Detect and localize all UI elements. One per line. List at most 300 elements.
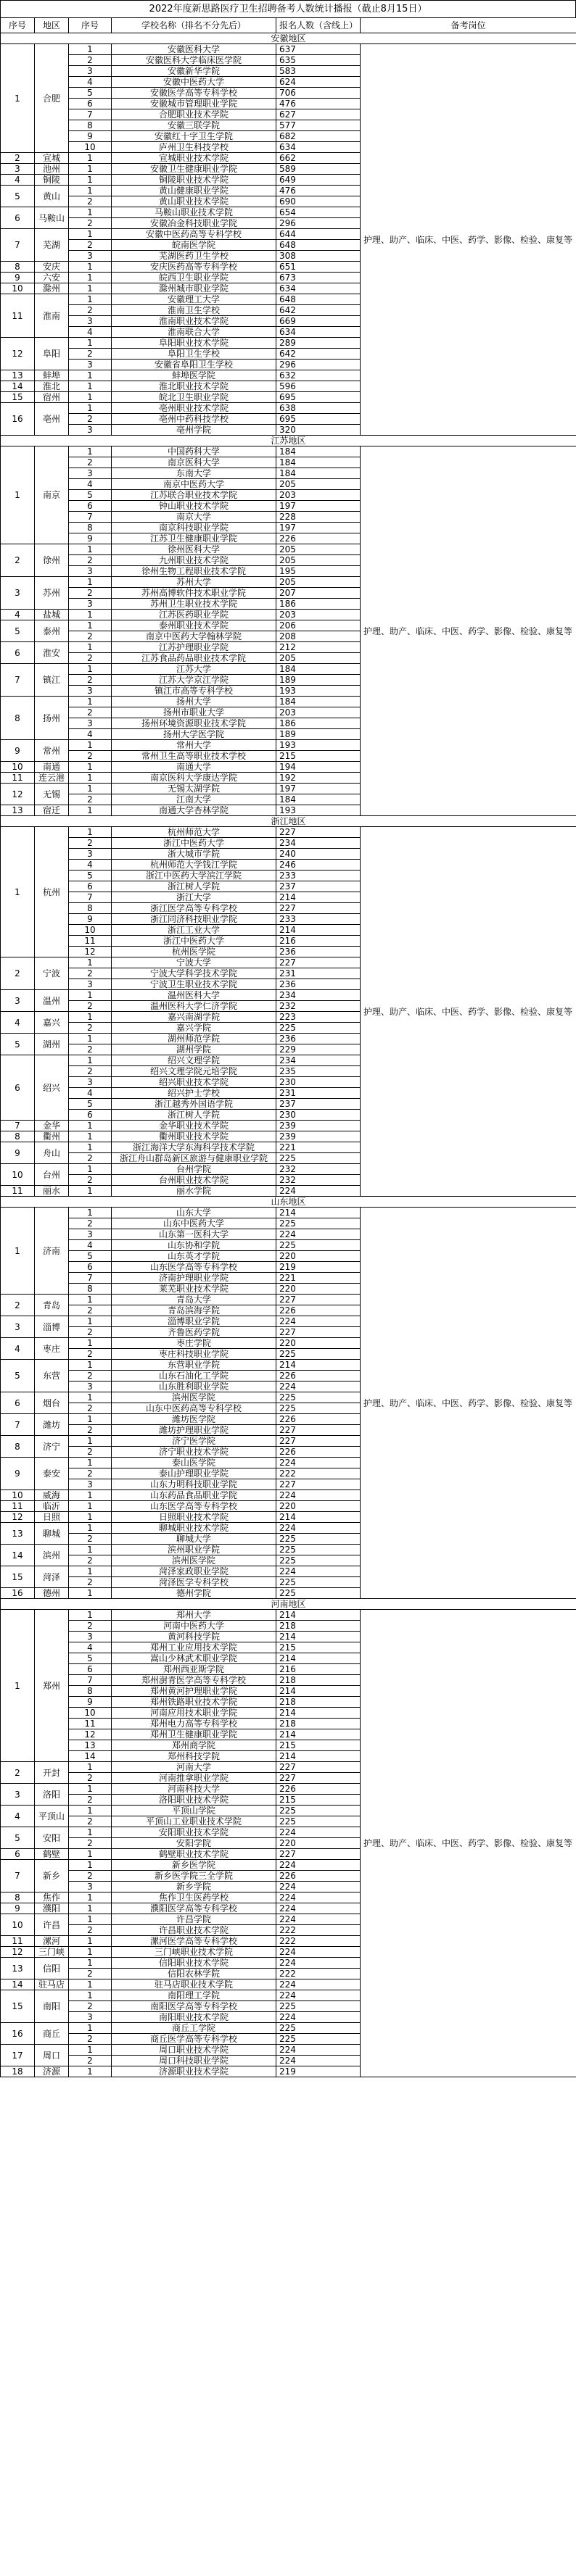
- registration-count: 673: [276, 273, 361, 283]
- school-name: 南京医科大学康达学院: [112, 773, 276, 784]
- school-index: 2: [69, 1621, 112, 1632]
- school-index: 1: [69, 1806, 112, 1816]
- school-index: 2: [69, 1044, 112, 1055]
- school-index: 6: [69, 501, 112, 512]
- school-name: 嘉兴学院: [112, 1023, 276, 1034]
- city-name: 杭州: [35, 827, 69, 957]
- school-index: 8: [69, 523, 112, 533]
- city-index: 6: [1, 642, 35, 664]
- school-index: 10: [69, 925, 112, 936]
- school-index: 1: [69, 1903, 112, 1914]
- registration-count: 184: [276, 794, 361, 805]
- registration-count: 220: [276, 1251, 361, 1262]
- city-index: 11: [1, 1936, 35, 1947]
- registration-count: 193: [276, 686, 361, 697]
- city-name: 焦作: [35, 1892, 69, 1903]
- school-name: 常州卫生高等职业技术学校: [112, 751, 276, 762]
- city-index: 10: [1, 762, 35, 773]
- registration-count: 233: [276, 914, 361, 925]
- region-name: 江苏地区: [1, 436, 576, 446]
- registration-count: 648: [276, 240, 361, 251]
- school-name: 淮南职业技术学院: [112, 316, 276, 327]
- registration-count: 644: [276, 229, 361, 240]
- city-name: 滨州: [35, 1545, 69, 1566]
- registration-count: 232: [276, 1175, 361, 1186]
- school-name: 聊城职业技术学院: [112, 1523, 276, 1534]
- school-name: 无锡太湖学院: [112, 784, 276, 794]
- city-index: 8: [1, 1436, 35, 1458]
- school-index: 2: [69, 1175, 112, 1186]
- school-index: 4: [69, 77, 112, 88]
- registration-count: 189: [276, 675, 361, 686]
- school-name: 宁波大学: [112, 957, 276, 968]
- school-index: 1: [69, 1490, 112, 1501]
- registration-count: 240: [276, 849, 361, 860]
- school-name: 潍坊医学院: [112, 1414, 276, 1425]
- school-index: 1: [69, 294, 112, 305]
- school-index: 1: [69, 1142, 112, 1153]
- registration-count: 215: [276, 1740, 361, 1751]
- region-header-row: [1, 436, 576, 446]
- school-name: 齐鲁医药学院: [112, 1327, 276, 1338]
- registration-count: 224: [276, 1523, 361, 1534]
- school-name: 郑州工业应用技术学院: [112, 1642, 276, 1653]
- city-name: 新乡: [35, 1860, 69, 1892]
- registration-count: 197: [276, 523, 361, 533]
- school-name: 江南大学: [112, 794, 276, 805]
- school-index: 1: [69, 1186, 112, 1197]
- school-name: 驻马店职业技术学院: [112, 1979, 276, 1990]
- city-name: 绍兴: [35, 1055, 69, 1121]
- registration-count: 216: [276, 1664, 361, 1675]
- registration-count: 235: [276, 1066, 361, 1077]
- registration-count: 218: [276, 1719, 361, 1729]
- registration-count: 193: [276, 740, 361, 751]
- school-name: 庐州卫生科技学校: [112, 142, 276, 153]
- school-name: 安徽新华学院: [112, 66, 276, 77]
- registration-count: 226: [276, 1447, 361, 1458]
- registration-count: 225: [276, 1349, 361, 1360]
- school-name: 鹤壁职业技术学院: [112, 1849, 276, 1860]
- school-name: 安徽医学高等专科学校: [112, 88, 276, 99]
- city-name: 平顶山: [35, 1806, 69, 1827]
- registration-count: 214: [276, 1686, 361, 1697]
- registration-count: 596: [276, 381, 361, 392]
- city-name: 泰安: [35, 1458, 69, 1490]
- registration-count: 589: [276, 164, 361, 175]
- registration-count: 320: [276, 425, 361, 436]
- table-row: [1, 1208, 576, 1218]
- registration-count: 224: [276, 1827, 361, 1838]
- school-name: 河南科技大学: [112, 1784, 276, 1795]
- school-name: 新乡学院: [112, 1882, 276, 1892]
- school-index: 8: [69, 903, 112, 914]
- school-index: 1: [69, 2023, 112, 2034]
- school-index: 1: [69, 1914, 112, 1925]
- registration-count: 205: [276, 544, 361, 555]
- school-name: 济宁职业技术学院: [112, 1447, 276, 1458]
- city-index: 14: [1, 1545, 35, 1566]
- school-index: 2: [69, 968, 112, 979]
- school-index: 5: [69, 871, 112, 881]
- school-index: 1: [69, 262, 112, 273]
- header-count: 报名人数（含线上）: [276, 18, 361, 33]
- registration-count: 203: [276, 707, 361, 718]
- school-name: 山东药品食品职业学院: [112, 1490, 276, 1501]
- registration-count: 227: [276, 957, 361, 968]
- school-index: 5: [69, 490, 112, 501]
- school-name: 温州医科大学: [112, 990, 276, 1001]
- school-index: 1: [69, 338, 112, 349]
- city-index: 9: [1, 740, 35, 762]
- school-index: 1: [69, 403, 112, 414]
- registration-count: 205: [276, 479, 361, 490]
- city-index: 1: [1, 1208, 35, 1295]
- school-index: 2: [69, 1969, 112, 1979]
- city-index: 13: [1, 805, 35, 816]
- city-name: 济宁: [35, 1436, 69, 1458]
- city-index: 5: [1, 1360, 35, 1392]
- school-name: 山东石油化工学院: [112, 1371, 276, 1382]
- registration-count: 236: [276, 1034, 361, 1044]
- city-index: 2: [1, 957, 35, 990]
- school-index: 7: [69, 1273, 112, 1284]
- registration-count: 214: [276, 1632, 361, 1642]
- school-name: 东营职业学院: [112, 1360, 276, 1371]
- school-name: 南阳医学高等专科学校: [112, 2001, 276, 2012]
- school-name: 浙江工业大学: [112, 925, 276, 936]
- school-name: 浙江中医药大学: [112, 936, 276, 947]
- registration-count: 214: [276, 1729, 361, 1740]
- registration-count: 214: [276, 925, 361, 936]
- school-name: 平顶山学院: [112, 1806, 276, 1816]
- city-name: 淮南: [35, 294, 69, 338]
- registration-count: 227: [276, 1425, 361, 1436]
- school-name: 安徽城市管理职业学院: [112, 99, 276, 109]
- school-index: 4: [69, 1240, 112, 1251]
- school-name: 湖州师范学院: [112, 1034, 276, 1044]
- registration-count: 225: [276, 1545, 361, 1555]
- school-index: 2: [69, 1871, 112, 1882]
- school-name: 浙江医学高等专科学校: [112, 903, 276, 914]
- registration-count: 214: [276, 1653, 361, 1664]
- registration-count: 226: [276, 1305, 361, 1316]
- school-index: 10: [69, 1708, 112, 1719]
- school-index: 7: [69, 1675, 112, 1686]
- city-name: 黄山: [35, 186, 69, 207]
- school-index: 1: [69, 186, 112, 196]
- school-index: 1: [69, 175, 112, 186]
- city-index: 13: [1, 370, 35, 381]
- registration-count: 227: [276, 1849, 361, 1860]
- school-index: 3: [69, 1077, 112, 1088]
- city-name: 合肥: [35, 44, 69, 153]
- school-name: 新乡医学院: [112, 1860, 276, 1871]
- registration-count: 197: [276, 501, 361, 512]
- registration-count: 224: [276, 1490, 361, 1501]
- city-index: 8: [1, 262, 35, 273]
- school-name: 青岛大学: [112, 1295, 276, 1305]
- city-index: 1: [1, 446, 35, 544]
- school-name: 皖南医学院: [112, 240, 276, 251]
- city-index: 4: [1, 1338, 35, 1360]
- city-index: 2: [1, 153, 35, 164]
- school-name: 芜湖医药卫生学校: [112, 251, 276, 262]
- city-index: 6: [1, 1392, 35, 1414]
- city-index: 16: [1, 403, 35, 436]
- school-index: 6: [69, 99, 112, 109]
- school-name: 枣庄科技职业学院: [112, 1349, 276, 1360]
- school-name: 江苏护理职业学院: [112, 642, 276, 653]
- city-name: 许昌: [35, 1914, 69, 1936]
- school-index: 2: [69, 675, 112, 686]
- school-index: 1: [69, 805, 112, 816]
- school-name: 浙江树人学院: [112, 881, 276, 892]
- city-name: 温州: [35, 990, 69, 1012]
- school-name: 浙江大学: [112, 892, 276, 903]
- city-index: 7: [1, 229, 35, 262]
- school-name: 安徽中医药高等专科学校: [112, 229, 276, 240]
- school-index: 1: [69, 1762, 112, 1773]
- city-name: 东营: [35, 1360, 69, 1392]
- school-name: 许昌学院: [112, 1914, 276, 1925]
- school-index: 4: [69, 860, 112, 871]
- registration-count: 224: [276, 1229, 361, 1240]
- table-row: [1, 1610, 576, 1621]
- registration-count: 649: [276, 175, 361, 186]
- registration-count: 234: [276, 1055, 361, 1066]
- school-index: 2: [69, 631, 112, 642]
- registration-count: 226: [276, 1371, 361, 1382]
- registration-count: 669: [276, 316, 361, 327]
- registration-count: 637: [276, 44, 361, 55]
- school-index: 1: [69, 762, 112, 773]
- city-index: 8: [1, 1131, 35, 1142]
- city-name: 济南: [35, 1208, 69, 1295]
- registration-count: 227: [276, 1762, 361, 1773]
- city-name: 连云港: [35, 773, 69, 784]
- registration-count: 219: [276, 2066, 361, 2077]
- city-index: 5: [1, 1827, 35, 1849]
- city-name: 宿州: [35, 392, 69, 403]
- school-name: 枣庄学院: [112, 1338, 276, 1349]
- school-index: 2: [69, 838, 112, 849]
- registration-count: 225: [276, 1534, 361, 1545]
- registration-count: 203: [276, 490, 361, 501]
- registration-count: 231: [276, 1088, 361, 1099]
- registration-count: 227: [276, 827, 361, 838]
- school-index: 1: [69, 1936, 112, 1947]
- school-index: 2: [69, 1023, 112, 1034]
- registration-count: 218: [276, 1621, 361, 1632]
- school-index: 2: [69, 1218, 112, 1229]
- registration-count: 218: [276, 1697, 361, 1708]
- registration-count: 216: [276, 936, 361, 947]
- city-index: 2: [1, 1295, 35, 1316]
- school-index: 3: [69, 1229, 112, 1240]
- city-index: 11: [1, 773, 35, 784]
- registration-count: 654: [276, 207, 361, 218]
- registration-count: 186: [276, 718, 361, 729]
- city-index: 7: [1, 664, 35, 697]
- registration-count: 223: [276, 1012, 361, 1023]
- school-index: 1: [69, 1512, 112, 1523]
- school-name: 扬州大学医学院: [112, 729, 276, 740]
- school-index: 7: [69, 109, 112, 120]
- post-types: 护理、助产、临床、中医、药学、影像、检验、康复等: [361, 44, 576, 436]
- city-name: 池州: [35, 164, 69, 175]
- school-index: 5: [69, 1251, 112, 1262]
- school-name: 江苏大学京江学院: [112, 675, 276, 686]
- school-name: 周口职业技术学院: [112, 2045, 276, 2056]
- school-name: 亳州职业技术学院: [112, 403, 276, 414]
- school-index: 3: [69, 599, 112, 610]
- school-name: 新乡医学院三全学院: [112, 1871, 276, 1882]
- registration-count: 662: [276, 153, 361, 164]
- registration-count: 227: [276, 1479, 361, 1490]
- school-index: 1: [69, 1436, 112, 1447]
- school-index: 3: [69, 979, 112, 990]
- school-name: 金华职业技术学院: [112, 1121, 276, 1131]
- school-name: 滁州城市职业学院: [112, 283, 276, 294]
- registration-count: 308: [276, 251, 361, 262]
- city-index: 6: [1, 207, 35, 229]
- school-index: 3: [69, 316, 112, 327]
- city-index: 6: [1, 1055, 35, 1121]
- registration-count: 225: [276, 1555, 361, 1566]
- header-school: 学校名称（排名不分先后）: [112, 18, 276, 33]
- region-header-row: [1, 816, 576, 827]
- school-index: 2: [69, 1816, 112, 1827]
- school-index: 1: [69, 1610, 112, 1621]
- registration-count: 225: [276, 1577, 361, 1588]
- city-name: 宣城: [35, 153, 69, 164]
- school-name: 郑州商学院: [112, 1740, 276, 1751]
- school-index: 13: [69, 1740, 112, 1751]
- school-index: 1: [69, 283, 112, 294]
- school-name: 德州学院: [112, 1588, 276, 1599]
- registration-count: 220: [276, 1338, 361, 1349]
- city-index: 5: [1, 620, 35, 642]
- school-name: 日照职业技术学院: [112, 1512, 276, 1523]
- school-index: 3: [69, 360, 112, 370]
- city-index: 13: [1, 1958, 35, 1979]
- school-name: 郑州大学: [112, 1610, 276, 1621]
- school-name: 绍兴文理学院: [112, 1055, 276, 1066]
- registration-count: 224: [276, 1566, 361, 1577]
- school-name: 扬州大学: [112, 697, 276, 707]
- header-region: 地区: [35, 18, 69, 33]
- school-name: 南阳理工学院: [112, 1990, 276, 2001]
- school-index: 2: [69, 55, 112, 66]
- school-index: 1: [69, 1316, 112, 1327]
- school-index: 2: [69, 555, 112, 566]
- school-name: 浙江中医药大学: [112, 838, 276, 849]
- city-index: 12: [1, 784, 35, 805]
- registration-count: 226: [276, 1414, 361, 1425]
- registration-count: 224: [276, 1186, 361, 1197]
- registration-count: 184: [276, 468, 361, 479]
- registration-count: 194: [276, 762, 361, 773]
- school-name: 江苏大学: [112, 664, 276, 675]
- school-index: 9: [69, 914, 112, 925]
- registration-count: 634: [276, 283, 361, 294]
- city-index: 1: [1, 1610, 35, 1762]
- school-index: 3: [69, 1882, 112, 1892]
- school-index: 1: [69, 1055, 112, 1066]
- school-name: 商丘医学高等专科学校: [112, 2034, 276, 2045]
- school-index: 1: [69, 370, 112, 381]
- city-name: 菏泽: [35, 1566, 69, 1588]
- registration-count: 220: [276, 1838, 361, 1849]
- registration-count: 224: [276, 1979, 361, 1990]
- registration-count: 184: [276, 457, 361, 468]
- school-index: 14: [69, 1751, 112, 1762]
- school-name: 江苏卫生健康职业学院: [112, 533, 276, 544]
- school-index: 1: [69, 153, 112, 164]
- registration-count: 197: [276, 784, 361, 794]
- city-index: 10: [1, 1164, 35, 1186]
- school-index: 1: [69, 229, 112, 240]
- city-name: 南通: [35, 762, 69, 773]
- city-name: 安庆: [35, 262, 69, 273]
- registration-count: 624: [276, 77, 361, 88]
- school-index: 4: [69, 327, 112, 338]
- school-index: 1: [69, 1392, 112, 1403]
- registration-count: 231: [276, 968, 361, 979]
- school-index: 1: [69, 392, 112, 403]
- school-name: 安徽三联学院: [112, 120, 276, 131]
- school-index: 10: [69, 142, 112, 153]
- city-name: 滁州: [35, 283, 69, 294]
- city-index: 14: [1, 1979, 35, 1990]
- school-name: 淄博职业学院: [112, 1316, 276, 1327]
- school-index: 1: [69, 1501, 112, 1512]
- school-index: 1: [69, 664, 112, 675]
- school-index: 3: [69, 686, 112, 697]
- school-index: 1: [69, 740, 112, 751]
- city-index: 15: [1, 392, 35, 403]
- school-name: 郑州电力高等专科学校: [112, 1719, 276, 1729]
- school-index: 1: [69, 1588, 112, 1599]
- school-name: 潍坊护理职业学院: [112, 1425, 276, 1436]
- registration-count: 234: [276, 990, 361, 1001]
- school-name: 马鞍山职业技术学院: [112, 207, 276, 218]
- city-name: 驻马店: [35, 1979, 69, 1990]
- school-name: 滨州医学院: [112, 1392, 276, 1403]
- school-name: 扬州市职业大学: [112, 707, 276, 718]
- school-name: 皖北卫生职业学院: [112, 392, 276, 403]
- city-index: 17: [1, 2045, 35, 2066]
- school-name: 亳州学院: [112, 425, 276, 436]
- table-header-row: [1, 18, 576, 33]
- registration-count: 225: [276, 2023, 361, 2034]
- school-name: 黄河科技学院: [112, 1632, 276, 1642]
- registration-count: 207: [276, 588, 361, 599]
- school-index: 1: [69, 610, 112, 620]
- school-name: 菏泽家政职业学院: [112, 1566, 276, 1577]
- registration-count: 232: [276, 1164, 361, 1175]
- city-name: 漯河: [35, 1936, 69, 1947]
- city-index: 11: [1, 1186, 35, 1197]
- registration-count: 222: [276, 1925, 361, 1936]
- registration-count: 214: [276, 892, 361, 903]
- school-name: 安徽红十字卫生学院: [112, 131, 276, 142]
- registration-count: 239: [276, 1121, 361, 1131]
- school-name: 郑州澍青医学高等专科学校: [112, 1675, 276, 1686]
- registration-count: 205: [276, 577, 361, 588]
- city-index: 3: [1, 1784, 35, 1806]
